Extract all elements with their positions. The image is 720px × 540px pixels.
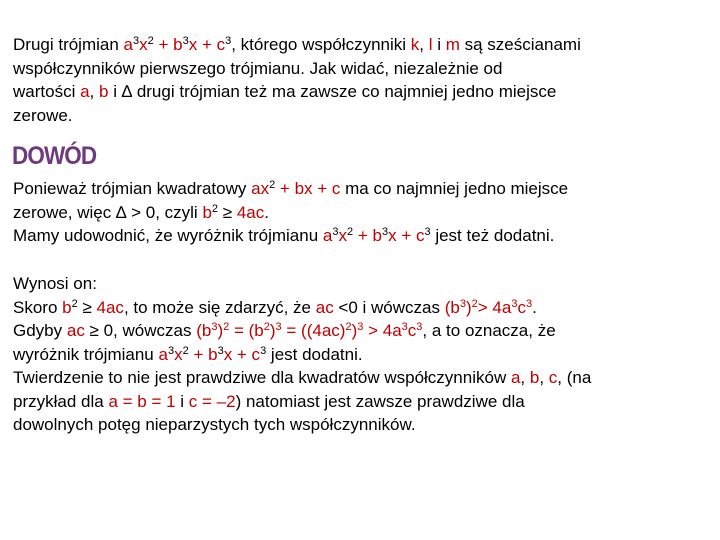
superscript: 3 [217,344,224,357]
text-line: Ponieważ trójmian kwadratowy $ax^2$ + bx + c ma co najmniej jedno miejsce [13,179,569,198]
superscript: 3 [182,35,189,47]
superscript: 3 [525,297,533,310]
math-text: b [62,297,72,317]
superscript: 3 [167,344,175,357]
superscript: 3 [401,321,408,333]
math-text: > 4a [363,321,402,340]
math-text: a [123,35,134,54]
math-text: = ((4ac) [281,321,346,340]
math-text: ax [251,179,270,198]
superscript: 3 [416,321,423,333]
text-line: współczynników pierwszego trójmianu. Jak widać, niezależnie od [13,58,503,78]
math-text: m [445,35,460,54]
superscript: 2 [471,297,478,310]
superscript: 2 [345,321,352,333]
math-text: x [338,226,347,245]
superscript: 2 [347,226,354,238]
superscript: 3 [332,226,339,238]
math-text: b [529,368,540,387]
text-line: Drugi trójmian $a^3x^2 + b^3x + c^3$, którego współczynniki k, l i m są sześcianami [13,35,581,54]
math-text: ) [217,321,224,340]
text-line: Twierdzenie to nie jest prawdziwe dla kwadratów współczynników a, b, c, (na [13,368,592,387]
text-line: przykład dla a = b = 1 i c = –2) natomiast jest zawsze prawdziwe dla [13,391,525,411]
superscript: 2 [182,344,189,357]
math-text: b [202,202,212,222]
math-text: x [139,35,148,54]
text-line: zerowe, więc ∆ > 0, czyli $b^2 \ge 4ac$. [13,202,269,222]
math-text: 4ac [236,202,265,222]
superscript: 3 [225,35,232,47]
math-text: ) [351,321,358,340]
text-line: Skoro $b^2 \ge 4ac$, to może się zdarzyć, że ac <0 i wówczas $(b^3)^2> 4a^3c^3$. [13,297,537,317]
math-text: l [428,35,433,54]
math-text: k [410,35,420,54]
superscript: 2 [147,35,154,47]
math-text: a [322,226,333,245]
math-text: > 4a [477,297,512,317]
math-text: a [80,82,90,101]
math-text: a = b = 1 [108,391,176,411]
math-text: + b [353,226,382,245]
math-text: c [517,297,526,317]
math-text: x [174,344,183,364]
math-text: x + c [188,35,226,54]
superscript: 2 [71,297,78,310]
math-text: + b [188,344,218,364]
superscript: 3 [459,297,466,310]
superscript: 3 [275,321,282,333]
superscript: 3 [424,226,431,238]
text-line: zerowe. [13,105,73,125]
math-text: c = –2 [188,391,236,411]
math-text: b [99,82,109,101]
superscript: 3 [211,321,218,333]
proof-paragraph [13,177,568,248]
text-line: dowolnych potęg nieparzystych tych współczynników. [13,415,416,434]
math-text: + b [153,35,183,54]
superscript: 3 [133,35,140,47]
proof-heading: DOWÓD [12,142,97,170]
math-text: (b [196,321,212,340]
superscript: 3 [260,344,267,357]
superscript: 3 [381,226,389,238]
math-text: a [510,368,521,387]
math-text: x + c [388,226,425,245]
text-line: Gdyby ac ≥ 0, wówczas $(b^3)^2 = (b^2)^3 = ((4ac)^2)^3 > 4a^3c^3$, a to oznacza, że [13,321,556,340]
body-paragraph [13,272,591,437]
math-text: c [407,321,417,340]
superscript: 2 [263,321,270,333]
text-line: wyróżnik trójmianu $a^3x^2 + b^3x + c^3$ jest dodatni. [13,344,363,364]
math-text: + bx + c [275,179,341,198]
math-text: ) [269,321,276,340]
math-text: ) [465,297,472,317]
superscript: 2 [223,321,230,333]
math-text: (b [444,297,460,317]
superscript: 2 [269,179,276,191]
math-text: ac [66,321,85,340]
math-text: 4ac [96,297,124,317]
math-text: c [548,368,558,387]
math-text: x + c [223,344,261,364]
superscript: 3 [357,321,364,333]
superscript: 3 [511,297,518,310]
intro-paragraph [13,33,581,127]
superscript: 2 [211,202,219,215]
text-line: wartości a, b i ∆ drugi trójmian też ma zawsze co najmniej jedno miejsce [13,82,557,101]
text-line: Wynosi on: [13,274,97,293]
math-text: ac [315,297,334,317]
text-line: Mamy udowodnić, że wyróżnik trójmianu $a^3x^2 + b^3x + c^3$ jest też dodatni. [13,226,555,245]
math-text: a [158,344,168,364]
math-text: = (b [229,321,264,340]
